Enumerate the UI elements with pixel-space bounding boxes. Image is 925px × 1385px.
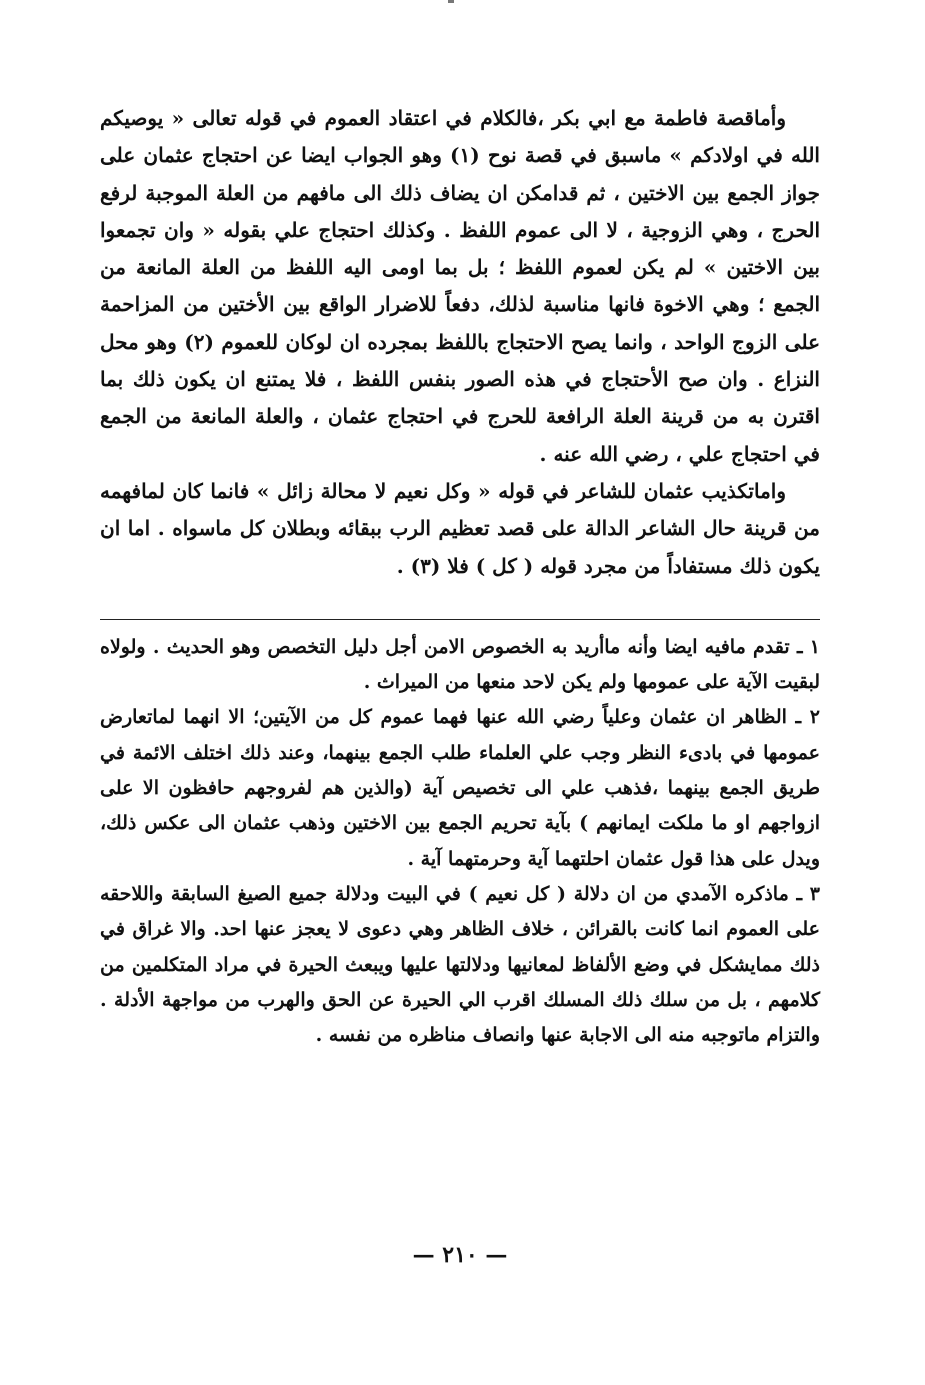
paragraph-2: واماتكذيب عثمان للشاعر في قوله « وكل نعيم لا محالة زائل » فانما كان لمافهمه من قرينة حال الشاعر الدالة على قصد تعظيم الرب ببقائه وبطلان كل ماسواه . اما ان يكون ذلك مستفاداً من مجرد قوله ( كل ) فلا (٣) . (100, 478, 820, 578)
main-text (100, 100, 820, 585)
footnote-divider (100, 619, 820, 620)
page (100, 100, 820, 1290)
paragraph-1: وأماقصة فاطمة مع ابي بكر ،فالكلام في اعتقاد العموم في قوله تعالى « يوصيكم الله في اولادكم » ماسبق في قصة نوح (١) وهو الجواب ايضا عن احتجاج عثمان على جواز الجمع بين الاختين ، ثم قدامكن ان يضاف ذلك الى مافهم من العلة الموجبة لرفع الحرج ، وهي الزوجية ، لا الى عموم اللفظ . وكذلك احتجاج علي بقوله « وان تجمعوا بين الاختين » لم يكن لعموم اللفظ ؛ بل بما اومى اليه اللفظ من العلة المانعة من الجمع ؛ وهي الاخوة فانها مناسبة لذلك، دفعاً للاضرار الواقع بين الأختين من المزاحمة على الزوج الواحد ، وانما يصح الاحتجاج باللفظ بمجرده ان لوكان للعموم (٢) وهو محل النزاع . وان صح الأحتجاج في هذه الصور بنفس اللفظ ، فلا يمتنع ان يكون ذلك بما اقترن به من قرينة العلة الرافعة للحرج في احتجاج عثمان ، والعلة المانعة من الجمع في احتجاج علي ، رضي الله عنه . (100, 106, 820, 466)
footnote-3: ٣ ـ ماذكره الآمدي من ان دلالة ( كل نعيم ) في البيت ودلالة جميع الصيغ السابقة واللاحقه على العموم انما كانت بالقرائن ، خلاف الظاهر وهي دعوى لا يعجز عنها احد. والا غراق في ذلك ممايشكل في وضع الألفاظ لمعانيها ودلالتها عليها ويبعث الحيرة في مراد المتكلمين من كلامهم ، بل من سلك ذلك المسلك اقرب الي الحيرة عن الحق والهرب من مواجهة الأدلة . والتزام ماتوجبه منه الى الاجابة عنها وانصاف مناظره من نفسه . (100, 882, 820, 1047)
page-number: — ٢١٠ — (412, 1242, 508, 1268)
footnotes (100, 630, 820, 1054)
footnote-1: ١ ـ تقدم مافيه ايضا وأنه ماأريد به الخصوص الامن أجل دليل التخصص وهو الحديث . ولولاه لبقيت الآية على عمومها ولم يكن لاحد منعها من الميراث . (100, 635, 820, 694)
scan-mark (448, 0, 454, 3)
footnote-2: ٢ ـ الظاهر ان عثمان وعلياً رضي الله عنها فهما عموم كل من الآيتين؛ الا انهما لماتعارض عمومها في بادىء النظر وجب علي العلماء طلب الجمع بينهما، وعند ذلك اختلف الائمة في طريق الجمع بينهما ،فذهب علي الى تخصيص آية (والذين هم لفروجهم حافظون الا على ازواجهم او ما ملكت ايمانهم ) بآية تحريم الجمع بين الاختين وذهب عثمان الى عكس ذلك، ويدل على هذا قول عثمان احلتهما آية وحرمتهما آية . (100, 706, 820, 870)
